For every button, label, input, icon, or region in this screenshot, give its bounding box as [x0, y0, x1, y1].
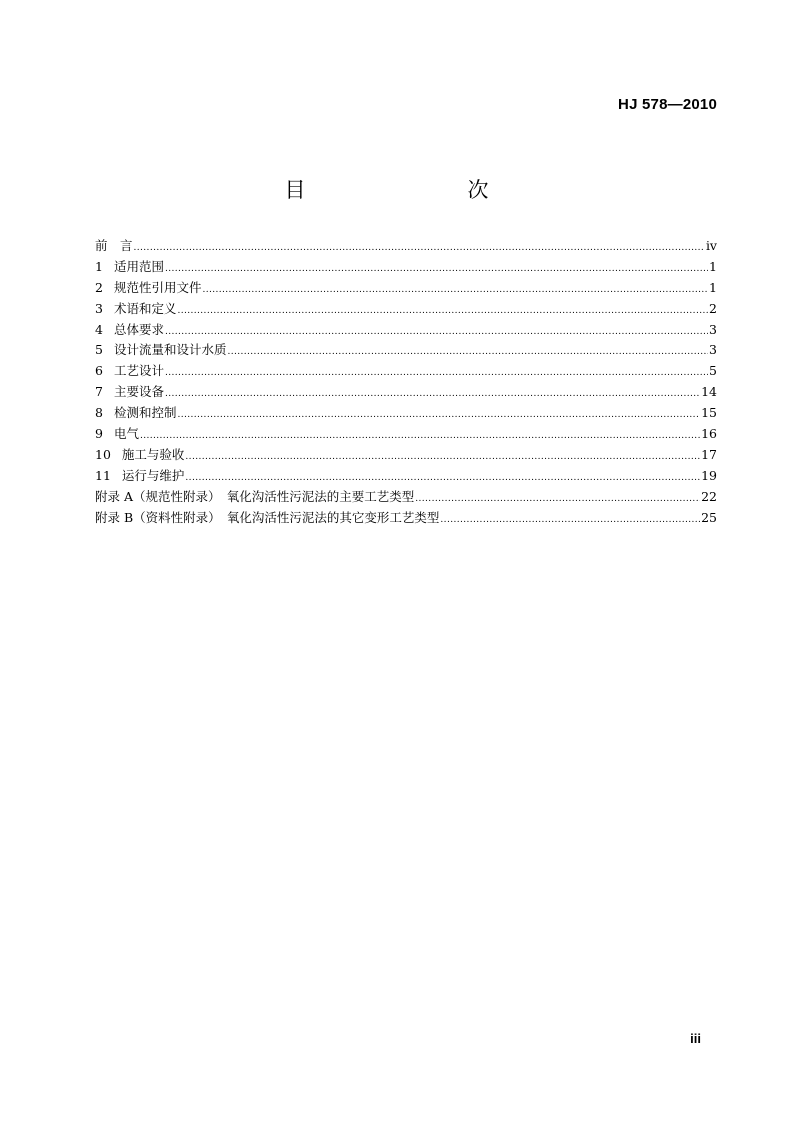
- toc-entry-page: 2: [709, 300, 717, 316]
- toc-entry-number: 5: [95, 342, 103, 358]
- toc-entry-appendix-b[interactable]: [95, 508, 717, 529]
- toc-entry-label: 附录 B（资料性附录） 氧化沟活性污泥法的其它变形工艺类型: [95, 509, 440, 525]
- toc-entry-1[interactable]: [95, 257, 717, 278]
- toc-entry-preface[interactable]: [95, 236, 717, 257]
- toc-entry-number: 6: [95, 363, 103, 379]
- toc-entry-label: 规范性引用文件: [113, 279, 202, 295]
- toc-leader-dots: [165, 259, 708, 280]
- toc-entry-page: 16: [701, 426, 717, 442]
- toc-entry-label: 术语和定义: [113, 300, 177, 316]
- toc-entry-number: 2: [95, 279, 103, 295]
- toc-entry-label: 适用范围: [113, 258, 164, 274]
- toc-entry-number: 3: [95, 300, 103, 316]
- toc-entry-2[interactable]: [95, 278, 717, 299]
- standard-code: HJ 578—2010: [618, 96, 717, 113]
- toc-entry-8[interactable]: [95, 403, 717, 424]
- toc-entry-number: 9: [95, 426, 103, 442]
- toc-entry-11[interactable]: [95, 466, 717, 487]
- toc-entry-5[interactable]: [95, 340, 717, 361]
- page-number: iii: [690, 1031, 701, 1046]
- toc-entry-page: 19: [701, 467, 717, 483]
- toc-entry-label: 施工与验收: [121, 446, 185, 462]
- toc-entry-page: 3: [709, 321, 717, 337]
- table-of-contents: [95, 236, 717, 528]
- toc-entry-label: 工艺设计: [113, 363, 164, 379]
- page-title: 目 次: [284, 178, 529, 202]
- toc-entry-number: 8: [95, 405, 103, 421]
- toc-leader-dots: [185, 468, 700, 489]
- toc-leader-dots: [177, 405, 700, 426]
- toc-entry-3[interactable]: [95, 299, 717, 320]
- toc-entry-number: 10: [95, 446, 111, 462]
- toc-entry-10[interactable]: [95, 445, 717, 466]
- toc-leader-dots: [165, 322, 708, 343]
- toc-entry-number: 4: [95, 321, 103, 337]
- toc-entry-label: 电气: [113, 426, 139, 442]
- toc-entry-page: 1: [709, 279, 717, 295]
- toc-entry-page: 25: [701, 509, 717, 525]
- toc-leader-dots: [185, 447, 700, 468]
- toc-entry-page: 17: [701, 446, 717, 462]
- toc-entry-page: 3: [709, 342, 717, 358]
- toc-entry-number: 1: [95, 258, 103, 274]
- toc-entry-page: iv: [705, 238, 717, 253]
- toc-leader-dots: [165, 384, 700, 405]
- toc-leader-dots: [440, 510, 700, 531]
- toc-entry-page: 5: [709, 363, 717, 379]
- toc-entry-label: 前 言: [95, 238, 133, 253]
- toc-entry-label: 附录 A（规范性附录） 氧化沟活性污泥法的主要工艺类型: [95, 488, 415, 504]
- toc-leader-dots: [165, 363, 708, 384]
- toc-leader-dots: [134, 238, 705, 259]
- toc-entry-page: 1: [709, 258, 717, 274]
- toc-entry-page: 14: [701, 384, 717, 400]
- toc-entry-label: 检测和控制: [113, 405, 177, 421]
- toc-entry-label: 总体要求: [113, 321, 164, 337]
- toc-entry-label: 设计流量和设计水质: [113, 342, 227, 358]
- toc-leader-dots: [415, 489, 700, 510]
- toc-leader-dots: [140, 426, 700, 447]
- toc-entry-number: 11: [95, 467, 111, 483]
- toc-entry-label: 运行与维护: [121, 467, 185, 483]
- toc-leader-dots: [177, 301, 708, 322]
- toc-leader-dots: [227, 342, 708, 363]
- toc-entry-7[interactable]: [95, 382, 717, 403]
- toc-entry-4[interactable]: [95, 320, 717, 341]
- toc-entry-6[interactable]: [95, 361, 717, 382]
- toc-entry-appendix-a[interactable]: [95, 487, 717, 508]
- toc-entry-9[interactable]: [95, 424, 717, 445]
- toc-entry-page: 15: [701, 405, 717, 421]
- toc-entry-label: 主要设备: [113, 384, 164, 400]
- toc-entry-number: 7: [95, 384, 103, 400]
- toc-leader-dots: [202, 280, 708, 301]
- toc-entry-page: 22: [701, 488, 717, 504]
